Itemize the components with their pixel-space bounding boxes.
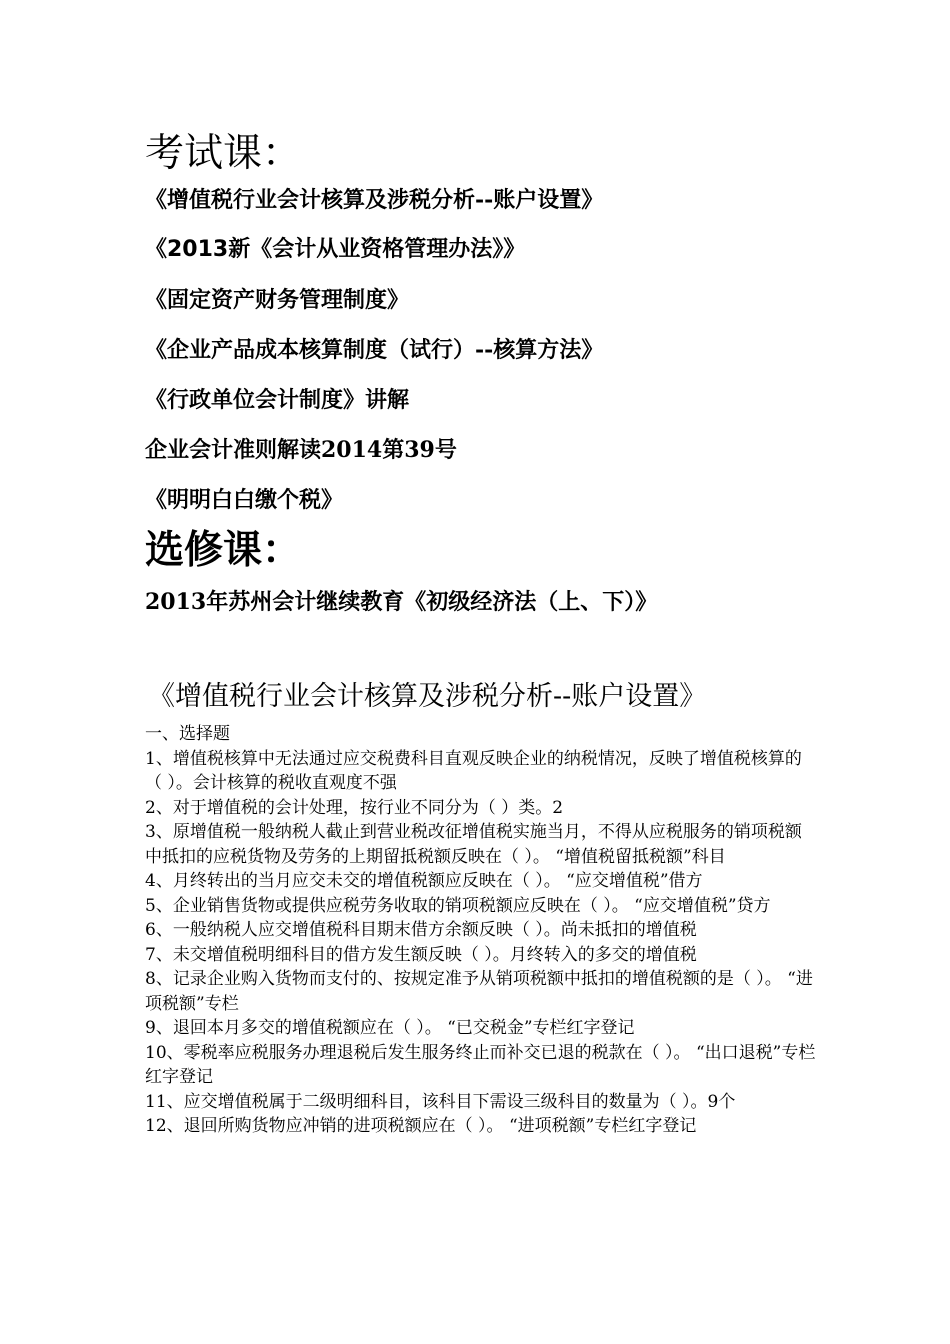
elective-courses-heading: 选修课： [145, 527, 302, 573]
question-item: 7、未交增值税明细科目的借方发生额反映（ ）。月终转入的多交的增值税 [145, 944, 697, 965]
question-item: 4、月终转出的当月应交未交的增值税额应反映在（ ）。 “应交增值税”借方 [145, 871, 703, 891]
question-item: 9、退回本月多交的增值税额应在（ ）。 “已交税金”专栏红字登记 [145, 1018, 635, 1038]
question-item: 12、退回所购货物应冲销的进项税额应在（ ）。 “进项税额”专栏红字登记 [145, 1116, 697, 1136]
question-list [145, 722, 817, 1139]
exam-course-item: 《企业产品成本核算制度（试行）--核算方法》 [145, 337, 604, 363]
document-title: 《增值税行业会计核算及涉税分析--账户设置》 [148, 681, 707, 712]
question-item: 3、原增值税一般纳税人截止到营业税改征增值税实施当月，不得从应税服务的销项税额中抵扣的应税货物及劳务的上期留抵税额反映在（ ）。 “增值税留抵税额”科目 [145, 822, 802, 867]
question-item: 8、记录企业购入货物而支付的、按规定准予从销项税额中抵扣的增值税额的是（ ）。 “进项税额”专栏 [145, 969, 813, 1014]
exam-courses-heading: 考试课： [145, 131, 302, 176]
question-item: 6、一般纳税人应交增值税科目期末借方余额反映（ ）。尚未抵扣的增值税 [145, 920, 697, 940]
question-item: 11、应交增值税属于二级明细科目，该科目下需设三级科目的数量为（ ）。9个 [145, 1091, 736, 1112]
exam-course-item: 《2013新《会计从业资格管理办法》》 [145, 237, 526, 262]
exam-course-item: 《行政单位会计制度》讲解 [145, 387, 410, 413]
question-item: 1、增值税核算中无法通过应交税费科目直观反映企业的纳税情况，反映了增值税核算的（ ）。会计核算的税收直观度不强 [145, 748, 802, 793]
exam-course-item: 《增值税行业会计核算及涉税分析--账户设置》 [145, 187, 604, 213]
question-item: 5、企业销售货物或提供应税劳务收取的销项税额应反映在（ ）。 “应交增值税”贷方 [145, 895, 771, 916]
section-heading: 一、选择题 [145, 724, 230, 744]
exam-course-item: 《明明白白缴个税》 [145, 487, 344, 513]
exam-course-item: 《固定资产财务管理制度》 [145, 287, 410, 313]
question-item: 10、零税率应税服务办理退税后发生服务终止而补交已退的税款在（ ）。 “出口退税”专栏红字登记 [145, 1042, 816, 1087]
elective-course-item: 2013年苏州会计继续教育《初级经济法（上、下）》 [145, 589, 658, 615]
exam-course-item: 企业会计准则解读2014第39号 [145, 437, 457, 463]
question-item: 2、对于增值税的会计处理，按行业不同分为（ ）类。2 [145, 797, 564, 818]
